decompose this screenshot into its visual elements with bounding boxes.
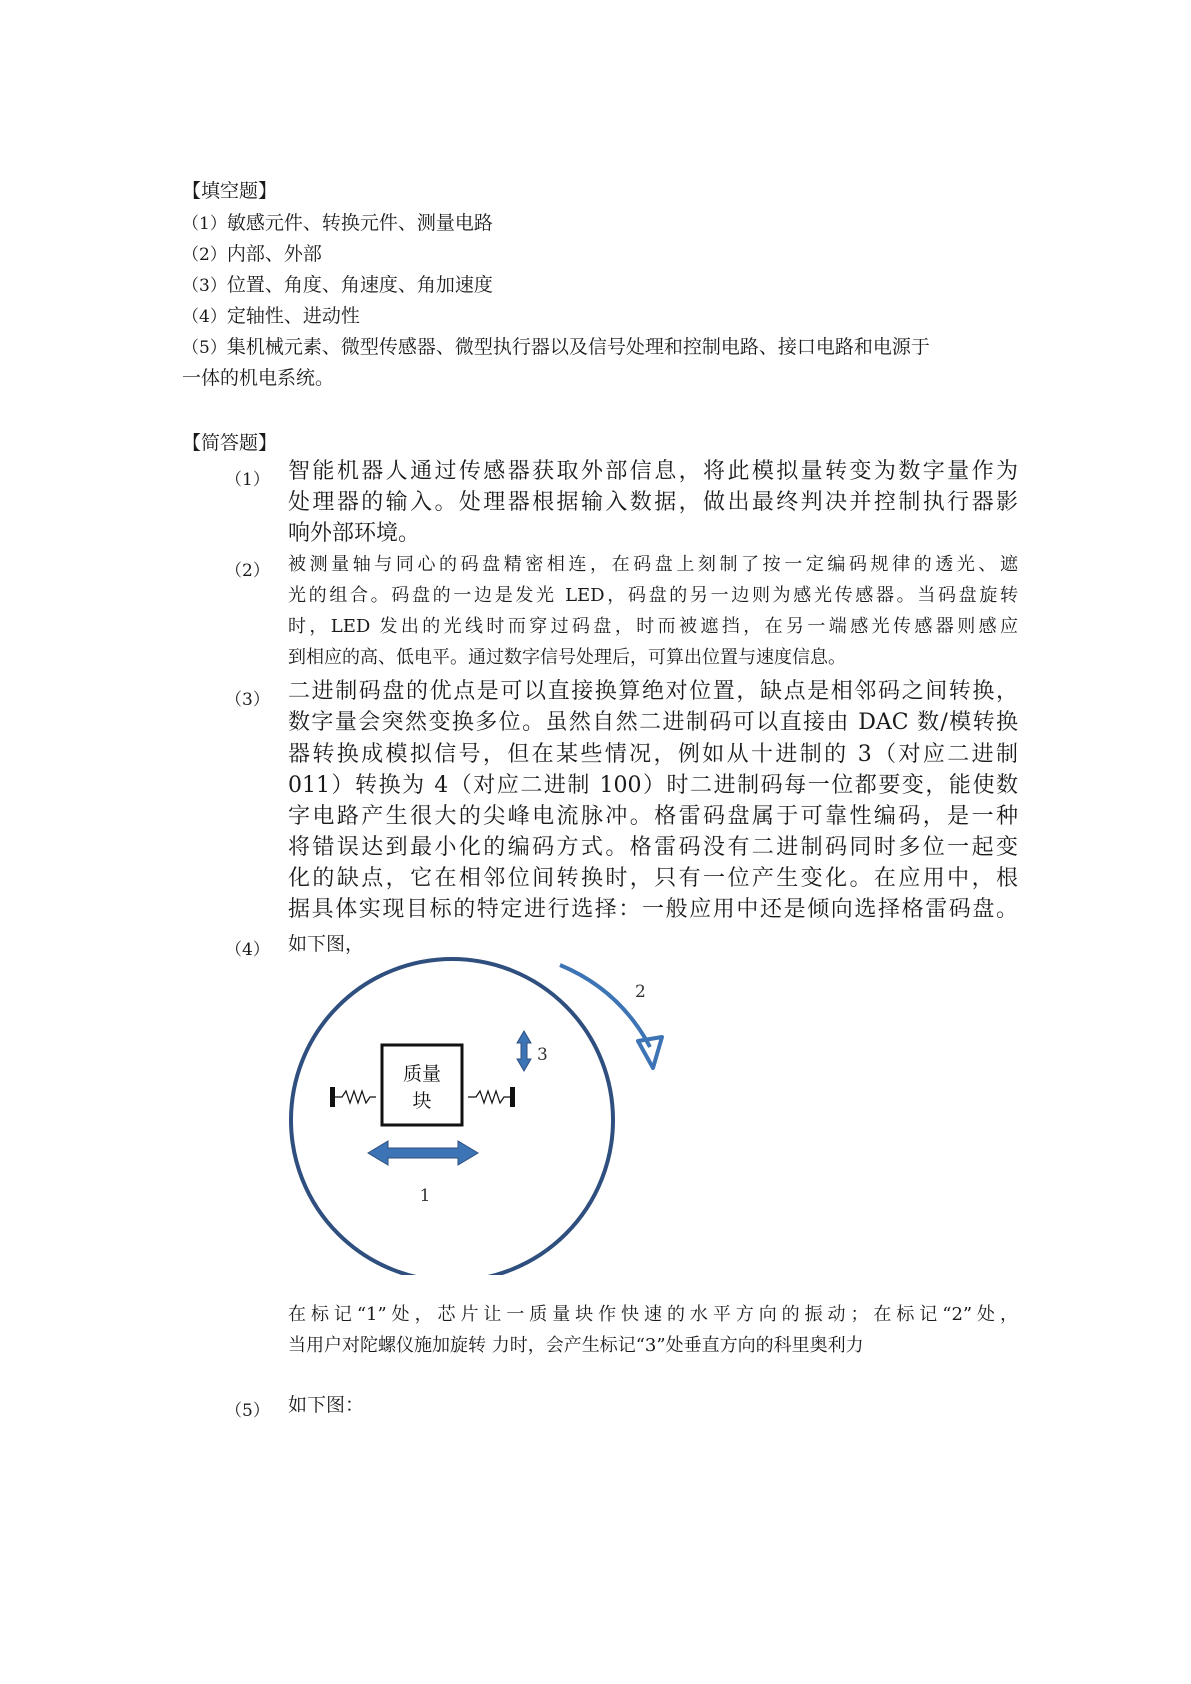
fill-item-5 [182, 335, 930, 360]
item-text: 集机械元素、微型传感器、微型执行器以及信号处理和控制电路、接口电路和电源于 [226, 336, 930, 358]
right-spring [468, 1087, 515, 1107]
q1-line-1: 智能机器人通过传感器获取外部信息，将此模拟量转变为数字量作为 [288, 459, 1018, 484]
fill-item-2 [182, 242, 322, 267]
fill-item-4 [182, 304, 360, 329]
short-section-heading: 【简答题】 [182, 432, 278, 454]
gyroscope-figure [280, 955, 700, 1275]
q1-line-2: 处理器的输入。处理器根据输入数据，做出最终判决并控制执行器影 [288, 490, 1018, 515]
q3-number: （3） [225, 690, 270, 710]
q2-line-2: 光的组合。码盘的一边是发光 LED，码盘的另一边则为感光传感器。当码盘旋转 [288, 585, 1018, 606]
rotation-arrowhead [638, 1037, 662, 1068]
marker-3: 3 [537, 1045, 548, 1065]
item-text: 内部、外部 [226, 243, 322, 265]
q3-line-2: 数字量会突然变换多位。虽然自然二进制码可以直接由 DAC 数/模转换 [288, 710, 1018, 735]
fill-item-5-continued: 一体的机电系统。 [182, 367, 335, 389]
q1-number: （1） [225, 470, 270, 490]
q3-line-3: 器转换成模拟信号，但在某些情况，例如从十进制的 3（对应二进制 [288, 742, 1018, 767]
q5-number: （5） [225, 1401, 270, 1421]
q3-line-4: 011）转换为 4（对应二进制 100）时二进制码每一位都要变，能使数 [288, 773, 1018, 798]
q1-line-3: 响外部环境。 [288, 521, 421, 546]
q3-line-6: 将错误达到最小化的编码方式。格雷码没有二进制码同时多位一起变 [288, 835, 1018, 860]
q2-line-4: 到相应的高、低电平。通过数字信号处理后，可算出位置与速度信息。 [288, 647, 846, 668]
marker-2: 2 [635, 982, 646, 1002]
item-number: （3） [182, 276, 227, 296]
item-text: 敏感元件、转换元件、测量电路 [226, 212, 493, 234]
rotation-arrow-2 [560, 965, 650, 1047]
vertical-arrow-3 [517, 1031, 531, 1071]
q4-intro: 如下图， [288, 933, 365, 955]
mass-label-line2: 块 [412, 1090, 432, 1112]
q2-line-3: 时，LED 发出的光线时而穿过码盘，时而被遮挡，在另一端感光传感器则感应 [288, 616, 1018, 637]
q5-intro: 如下图： [288, 1394, 365, 1416]
q4-caption-line-1: 在标记“1”处，芯片让一质量块作快速的水平方向的振动；在标记“2”处， [288, 1304, 1018, 1325]
fill-item-1 [182, 211, 493, 236]
item-text: 位置、角度、角速度、角加速度 [226, 274, 493, 296]
q3-line-8: 据具体实现目标的特定进行选择：一般应用中还是倾向选择格雷码盘。 [288, 897, 1018, 922]
q4-number: （4） [225, 940, 270, 960]
item-text: 定轴性、进动性 [226, 305, 360, 327]
marker-1: 1 [419, 1186, 431, 1206]
q2-number: （2） [225, 561, 270, 581]
fill-section-heading: 【填空题】 [182, 180, 278, 202]
item-number: （4） [182, 307, 227, 327]
q3-line-5: 字电路产生很大的尖峰电流脉冲。格雷码盘属于可靠性编码，是一种 [288, 804, 1018, 829]
mass-block [382, 1045, 462, 1125]
q2-line-1: 被测量轴与同心的码盘精密相连，在码盘上刻制了按一定编码规律的透光、遮 [288, 554, 1018, 575]
item-number: （2） [182, 245, 227, 265]
q3-line-1: 二进制码盘的优点是可以直接换算绝对位置，缺点是相邻码之间转换， [288, 679, 1018, 704]
mass-label-line1: 质量 [402, 1063, 442, 1085]
horizontal-arrow-1 [368, 1141, 478, 1165]
fill-item-3 [182, 273, 493, 298]
item-number: （5） [182, 338, 227, 358]
q3-line-7: 化的缺点，它在相邻位间转换时，只有一位产生变化。在应用中，根 [288, 866, 1018, 891]
left-spring [330, 1087, 376, 1107]
q4-caption-line-2: 当用户对陀螺仪施加旋转 力时，会产生标记“3”处垂直方向的科里奥利力 [288, 1335, 864, 1356]
item-number: （1） [182, 214, 227, 234]
